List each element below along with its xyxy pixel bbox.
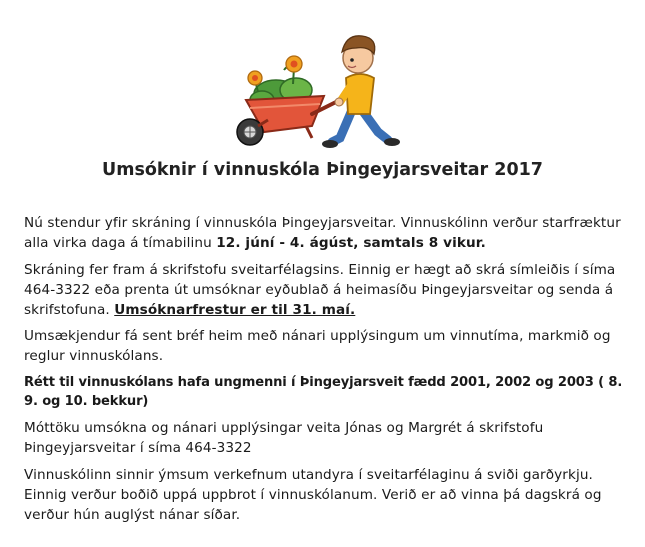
paragraph-how-to-apply bbox=[24, 260, 636, 320]
announcement-body bbox=[24, 213, 636, 532]
paragraph-contact: Móttöku umsókna og nánari upplýsingar veita Jónas og Margrét á skrifstofu Þingeyjarsveitar í síma 464-3322 bbox=[24, 420, 544, 456]
boy-wheelbarrow-illustration bbox=[228, 22, 428, 152]
boy-icon bbox=[322, 36, 400, 148]
page-title: Umsóknir í vinnuskóla Þingeyjarsveitar 2017 bbox=[102, 160, 543, 180]
wheel-icon bbox=[237, 119, 268, 145]
paragraph-tasks: Vinnuskólinn sinnir ýmsum verkefnum utandyra í sveitarfélaginu á sviði garðyrkju. Einnig verður boðið uppá uppbrot í vinnuskólanum. Verið er að vinna þá dagskrá og verður hún auglýst nánar síðar. bbox=[24, 467, 602, 523]
deadline-highlight: Umsóknarfrestur er til 31. maí. bbox=[114, 302, 356, 318]
paragraph-eligibility: Rétt til vinnuskólans hafa ungmenni í Þingeyjarsveit fædd 2001, 2002 og 2003 ( 8. 9. og 10. bekkur) bbox=[24, 375, 623, 409]
paragraph-how-to-apply-text: Skráning fer fram á skrifstofu sveitarfélagsins. Einnig er hægt að skrá símleiðis í síma 464-3322 eða prenta út umsóknar eyðublað á heimasíðu Þingeyjarsveitar og senda á skrifstofuna. bbox=[24, 262, 616, 318]
paragraph-letter: Umsækjendur fá sent bréf heim með nánari upplýsingum um vinnutíma, markmið og reglur vinnuskólans. bbox=[24, 328, 611, 364]
paragraph-registration bbox=[24, 213, 636, 253]
paragraph-registration-text: Nú stendur yfir skráning í vinnuskóla Þingeyjarsveitar. Vinnuskólinn verður starfræktur alla virka daga á tímabilinu bbox=[24, 215, 621, 251]
period-highlight: 12. júní - 4. ágúst, samtals 8 vikur. bbox=[216, 235, 486, 251]
